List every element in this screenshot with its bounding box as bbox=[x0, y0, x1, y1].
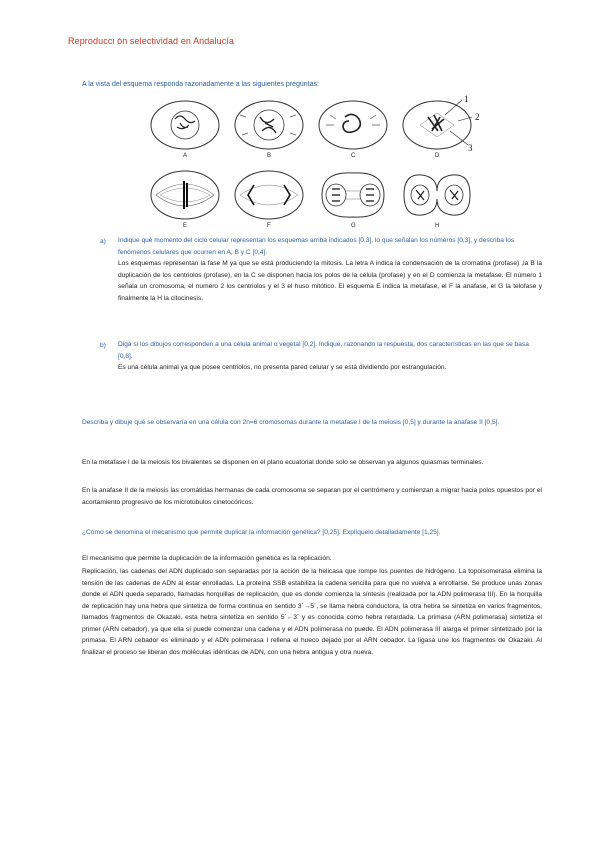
answer-2-metafase: En la metafase I de la meiosis los bivalentes se disponen en el plano ecuatorial donde solo se observan ya algunos quiasmas terminales. bbox=[82, 459, 484, 466]
cell-d-drawing bbox=[403, 100, 472, 149]
document-header: Reproducci ón selectividad en Andalucía bbox=[68, 36, 235, 46]
figure-number-2: 2 bbox=[475, 112, 480, 122]
cell-c-drawing bbox=[319, 101, 387, 149]
cell-h-drawing bbox=[404, 175, 470, 215]
cell-label-a: A bbox=[183, 153, 188, 159]
figure-number-3: 3 bbox=[468, 143, 473, 153]
cell-label-d: D bbox=[435, 153, 440, 159]
cell-label-b: B bbox=[267, 153, 272, 159]
cell-label-e: E bbox=[183, 223, 188, 229]
question-2-text: Describa y dibuje qué se observaría en una célula con 2n=6 cromosomas durante la metafase I de la meiosis [0,5] y durante la anafase II [0,5]. bbox=[82, 419, 500, 426]
figure-number-1: 1 bbox=[464, 95, 469, 104]
cell-a-drawing bbox=[151, 101, 219, 149]
answer-a-text: Los esquemas representan la fase M ya que se está produciendo la mitosis. La letra A indica la condensación de la cromatina (profase) ,la B la duplicación de los centriolos (profase), en la C se disponen hacia los polos de la célula (profase) y en el D comienza la metafase. El número 1 señala un cromosoma, el numero 2 los centriolos y el 3 el huso mitótico. El esquema E indica la metafase, el F la anafase, el G la telofase y finalmente la H la citocinesis. bbox=[118, 260, 542, 302]
answer-3-detail: Replicación, las cadenas del ADN duplicado son separadas por la acción de la helicasa que rompe los puentes de hidrógeno. La topoisomerasa elimina la tensión de las cadenas de ADN al estar enrolladas. La proteína SSB estabiliza la cadena sencilla para que no vuelva a enrollarse. Se produce unas zonas donde el ADN queda separado, llamadas horquillas de replicación, que es donde comienza la síntesis (realizada por la ADN polimerasa III). En la horquilla de replicación hay una hebra que sintetiza de forma continua en sentido 3´→5´, se llama hebra conductora, la otra hebra se sintetiza en varios fragmentos, llamados fragmentos de Okazaki, esta hebra sintetiza en sentido 5´←3´ y es conocida como hebra retardada. La primasa (ARN polimerasa) sintetiza el primer (ARN cebador), ya que ella sí puede comenzar una cadena y el ADN polimerasa no puede. El ADN polimerasa III alarga el primer sintetizado por la primasa. El ARN cebador es eliminado y el ADN polimerasa I rellena el hueco dejado por el ARN cebador. La ligasa une los fragmentos de Okazaki. Al finalizar el proceso se liberan dos moléculas idénticas de ADN, con una hebra antigua y otra nueva. bbox=[82, 568, 542, 656]
cell-label-f: F bbox=[267, 223, 271, 229]
answer-2-anafase: En la anafase II de la meiosis las cromátidas hermanas de cada cromosoma se separan por el centrómero y comienzan a migrar hacia polos opuestos por el acortamiento progresivo de los microtúbulos cinetocóricos. bbox=[82, 487, 542, 506]
question-b-marker: b) bbox=[100, 342, 106, 349]
intro-instruction: A la vista del esquema responda razonadamente a las siguientes preguntas: bbox=[82, 81, 319, 88]
question-a-text: Indique qué momento del ciclo celular representan los esquemas arriba indicados [0,3], lo que señalan los números [0,3], y describa los fenómenos celulares que ocurren en A, B y C [0,4]. bbox=[118, 237, 515, 256]
cell-e-drawing bbox=[151, 171, 219, 219]
cell-f-drawing bbox=[235, 171, 303, 219]
cell-label-g: G bbox=[351, 223, 356, 229]
question-3-text: ¿Cómo se denomina el mecanismo que permite duplicar la información genética? [0,25]. Explíquelo detalladamente [1,25]. bbox=[82, 529, 441, 536]
cell-b-drawing bbox=[235, 101, 303, 149]
cell-label-c: C bbox=[351, 153, 356, 159]
cell-label-h: H bbox=[435, 223, 440, 229]
mitosis-figure bbox=[150, 95, 495, 235]
answer-b-text: Es una célula animal ya que posee centriolos, no presenta pared celular y se está dividiendo por estrangulación. bbox=[118, 364, 447, 371]
cell-g-drawing bbox=[322, 173, 384, 217]
question-a-marker: a) bbox=[100, 238, 106, 245]
question-b-text: Diga si los dibujos corresponden a una célula animal o vegetal [0,2]. Indique, razonando la respuesta, dos características en las que se basa [0,8]. bbox=[118, 341, 529, 360]
answer-3-intro: El mecanismo que permite la duplicación de la información genética es la replicación. bbox=[82, 555, 332, 562]
